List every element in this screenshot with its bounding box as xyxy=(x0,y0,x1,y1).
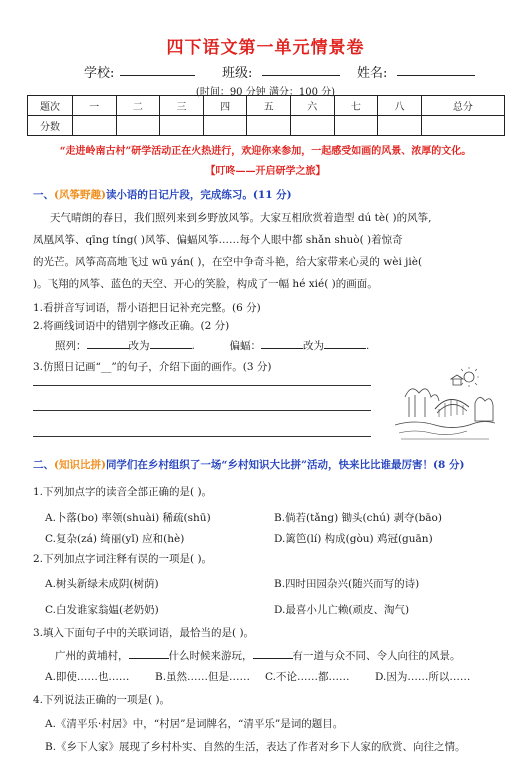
question-2-3: 3.填入下面句子中的关联词语，最恰当的是( )。 xyxy=(33,627,255,639)
option-b[interactable]: B.倘若(tǎng) 锄头(chú) 剥夺(bāo) xyxy=(274,512,442,524)
table-cell: 六 xyxy=(290,96,334,116)
correction-label: 照列： xyxy=(55,340,87,352)
writing-line[interactable] xyxy=(33,436,371,437)
option-a[interactable]: A.《清平乐·村居》中，“村居”是词牌名，“清平乐”是词的题目。 xyxy=(45,718,344,730)
name-label: 姓名: xyxy=(357,66,388,81)
option-d[interactable]: D.篱笆(lí) 构成(gòu) 鸡冠(guān) xyxy=(274,533,433,545)
answer-blank[interactable] xyxy=(87,338,129,349)
kite-painting-illustration xyxy=(395,367,495,443)
option-a[interactable]: A.即使……也…… xyxy=(45,671,130,683)
school-label: 学校: xyxy=(84,66,115,81)
option-a[interactable]: A.卜落(bo) 率领(shuài) 稀疏(shū) xyxy=(45,512,211,524)
question-2-1: 1.下列加点字的读音全部正确的是( )。 xyxy=(33,486,213,498)
name-field[interactable] xyxy=(397,62,475,76)
question-2-2: 2.下列加点字词注释有误的一项是( )。 xyxy=(33,553,213,565)
passage-line: 的光芒。风筝高高地飞过 wū yán( )，在空中争奇斗艳，给大家带来心灵的 wèi jiè( xyxy=(33,256,423,268)
correction-arrow: 改为 xyxy=(303,340,325,352)
question-1-2: 2.将画线词语中的错别字修改正确。(2 分) xyxy=(33,320,230,332)
passage-line: 凤凰风筝、qīng tíng( )风筝、偏蝠风筝……每个人眼中都 shǎn shuò( )着惊奇 xyxy=(33,234,403,246)
table-cell: 总分 xyxy=(421,96,504,116)
table-cell: 八 xyxy=(378,96,422,116)
option-b[interactable]: B.四时田园杂兴(随兴而写的诗) xyxy=(274,578,420,590)
answer-blank[interactable] xyxy=(253,648,293,659)
score-cell[interactable] xyxy=(290,116,334,136)
answer-blank[interactable] xyxy=(324,338,366,349)
question-1-1: 1.看拼音写词语，帮小语把日记补充完整。(6 分) xyxy=(33,302,261,314)
passage-line: 天气晴朗的春日，我们照列来到乡野放风筝。大家互相欣赏着造型 dú tè( )的风筝, xyxy=(50,212,432,224)
option-d[interactable]: D.因为……所以…… xyxy=(375,671,471,683)
question-1-3: 3.仿照日记画“__”的句子，介绍下面的画作。(3 分) xyxy=(33,361,272,373)
score-table-row xyxy=(28,116,505,136)
table-cell: 题次 xyxy=(28,96,73,116)
score-cell[interactable] xyxy=(378,116,422,136)
answer-blank[interactable] xyxy=(261,338,303,349)
option-d[interactable]: D.最喜小儿亡赖(顽皮、淘气) xyxy=(274,604,410,616)
score-cell[interactable] xyxy=(247,116,291,136)
section-instruction: 同学们在乡村组织了一场“乡村知识大比拼”活动，快来比比谁最厉害！(8 分) xyxy=(105,459,465,471)
table-cell: 四 xyxy=(203,96,247,116)
section-1-heading xyxy=(33,187,292,202)
table-cell: 五 xyxy=(247,96,291,116)
score-cell[interactable] xyxy=(160,116,204,136)
answer-blank[interactable] xyxy=(129,648,169,659)
correction-label: 偏蝠： xyxy=(229,340,262,352)
option-c[interactable]: C.白发谁家翁媪(老奶奶) xyxy=(45,604,159,616)
score-cell[interactable] xyxy=(421,116,504,136)
answer-blank[interactable] xyxy=(150,338,192,349)
option-c[interactable]: C.复杂(zá) 绮丽(yǐ) 应和(hè) xyxy=(45,533,185,545)
table-cell: 分数 xyxy=(28,116,73,136)
section-number: 一、 xyxy=(33,189,54,201)
table-cell: 三 xyxy=(160,96,204,116)
score-cell[interactable] xyxy=(203,116,247,136)
sentence-part: 广州的黄埔村， xyxy=(55,650,129,662)
correction-arrow: 改为 xyxy=(128,340,150,352)
score-table-header xyxy=(28,96,505,116)
section-2-heading xyxy=(33,457,464,472)
option-b[interactable]: B.虽然……但是…… xyxy=(155,671,251,683)
score-cell[interactable] xyxy=(116,116,160,136)
section-number: 二、 xyxy=(33,459,54,471)
option-a[interactable]: A.树头新绿未成阴(树荫) xyxy=(45,578,159,590)
school-field[interactable] xyxy=(120,62,195,76)
table-cell: 七 xyxy=(334,96,378,116)
passage-line: )。飞翔的风筝、蓝色的天空、开心的笑脸，构成了一幅 hé xié( )的画面。 xyxy=(33,278,378,290)
option-c[interactable]: C.不论……都…… xyxy=(265,671,350,683)
score-table xyxy=(27,95,505,136)
intro-banner: 【叮咚——开启研学之旅】 xyxy=(205,166,326,177)
score-cell[interactable] xyxy=(334,116,378,136)
question-2-4: 4.下列说法正确的一项是( )。 xyxy=(33,694,171,706)
exam-title: 四下语文第一单元情景卷 xyxy=(166,38,365,58)
class-field[interactable] xyxy=(262,62,340,76)
sentence-part: 什么时候来游玩， xyxy=(168,650,253,662)
score-cell[interactable] xyxy=(73,116,117,136)
correction-row: 照列： 改为 . 偏蝠： 改为 . xyxy=(55,340,370,352)
writing-line[interactable] xyxy=(33,410,371,411)
table-cell: 二 xyxy=(116,96,160,116)
section-instruction: 读小语的日记片段，完成练习。(11 分) xyxy=(105,189,292,201)
class-label: 班级: xyxy=(222,66,253,81)
option-b[interactable]: B.《乡下人家》展现了乡村朴实、自然的生活，表达了作者对乡下人家的欣赏、向往之情。 xyxy=(45,741,466,753)
table-cell: 一 xyxy=(73,96,117,116)
writing-line[interactable] xyxy=(33,385,371,386)
intro-line: “走进岭南古村”研学活动正在火热进行，欢迎你来参加，一起感受如画的风景、浓厚的文化。 xyxy=(59,146,472,157)
exam-meta: (时间：90 分钟 满分：100 分) xyxy=(195,87,336,98)
fill-sentence xyxy=(55,648,461,663)
section-tag: (知识比拼) xyxy=(54,459,106,471)
sentence-part: 有一道与众不同、令人向往的风景。 xyxy=(292,650,461,662)
section-tag: (风筝野趣) xyxy=(54,189,106,201)
